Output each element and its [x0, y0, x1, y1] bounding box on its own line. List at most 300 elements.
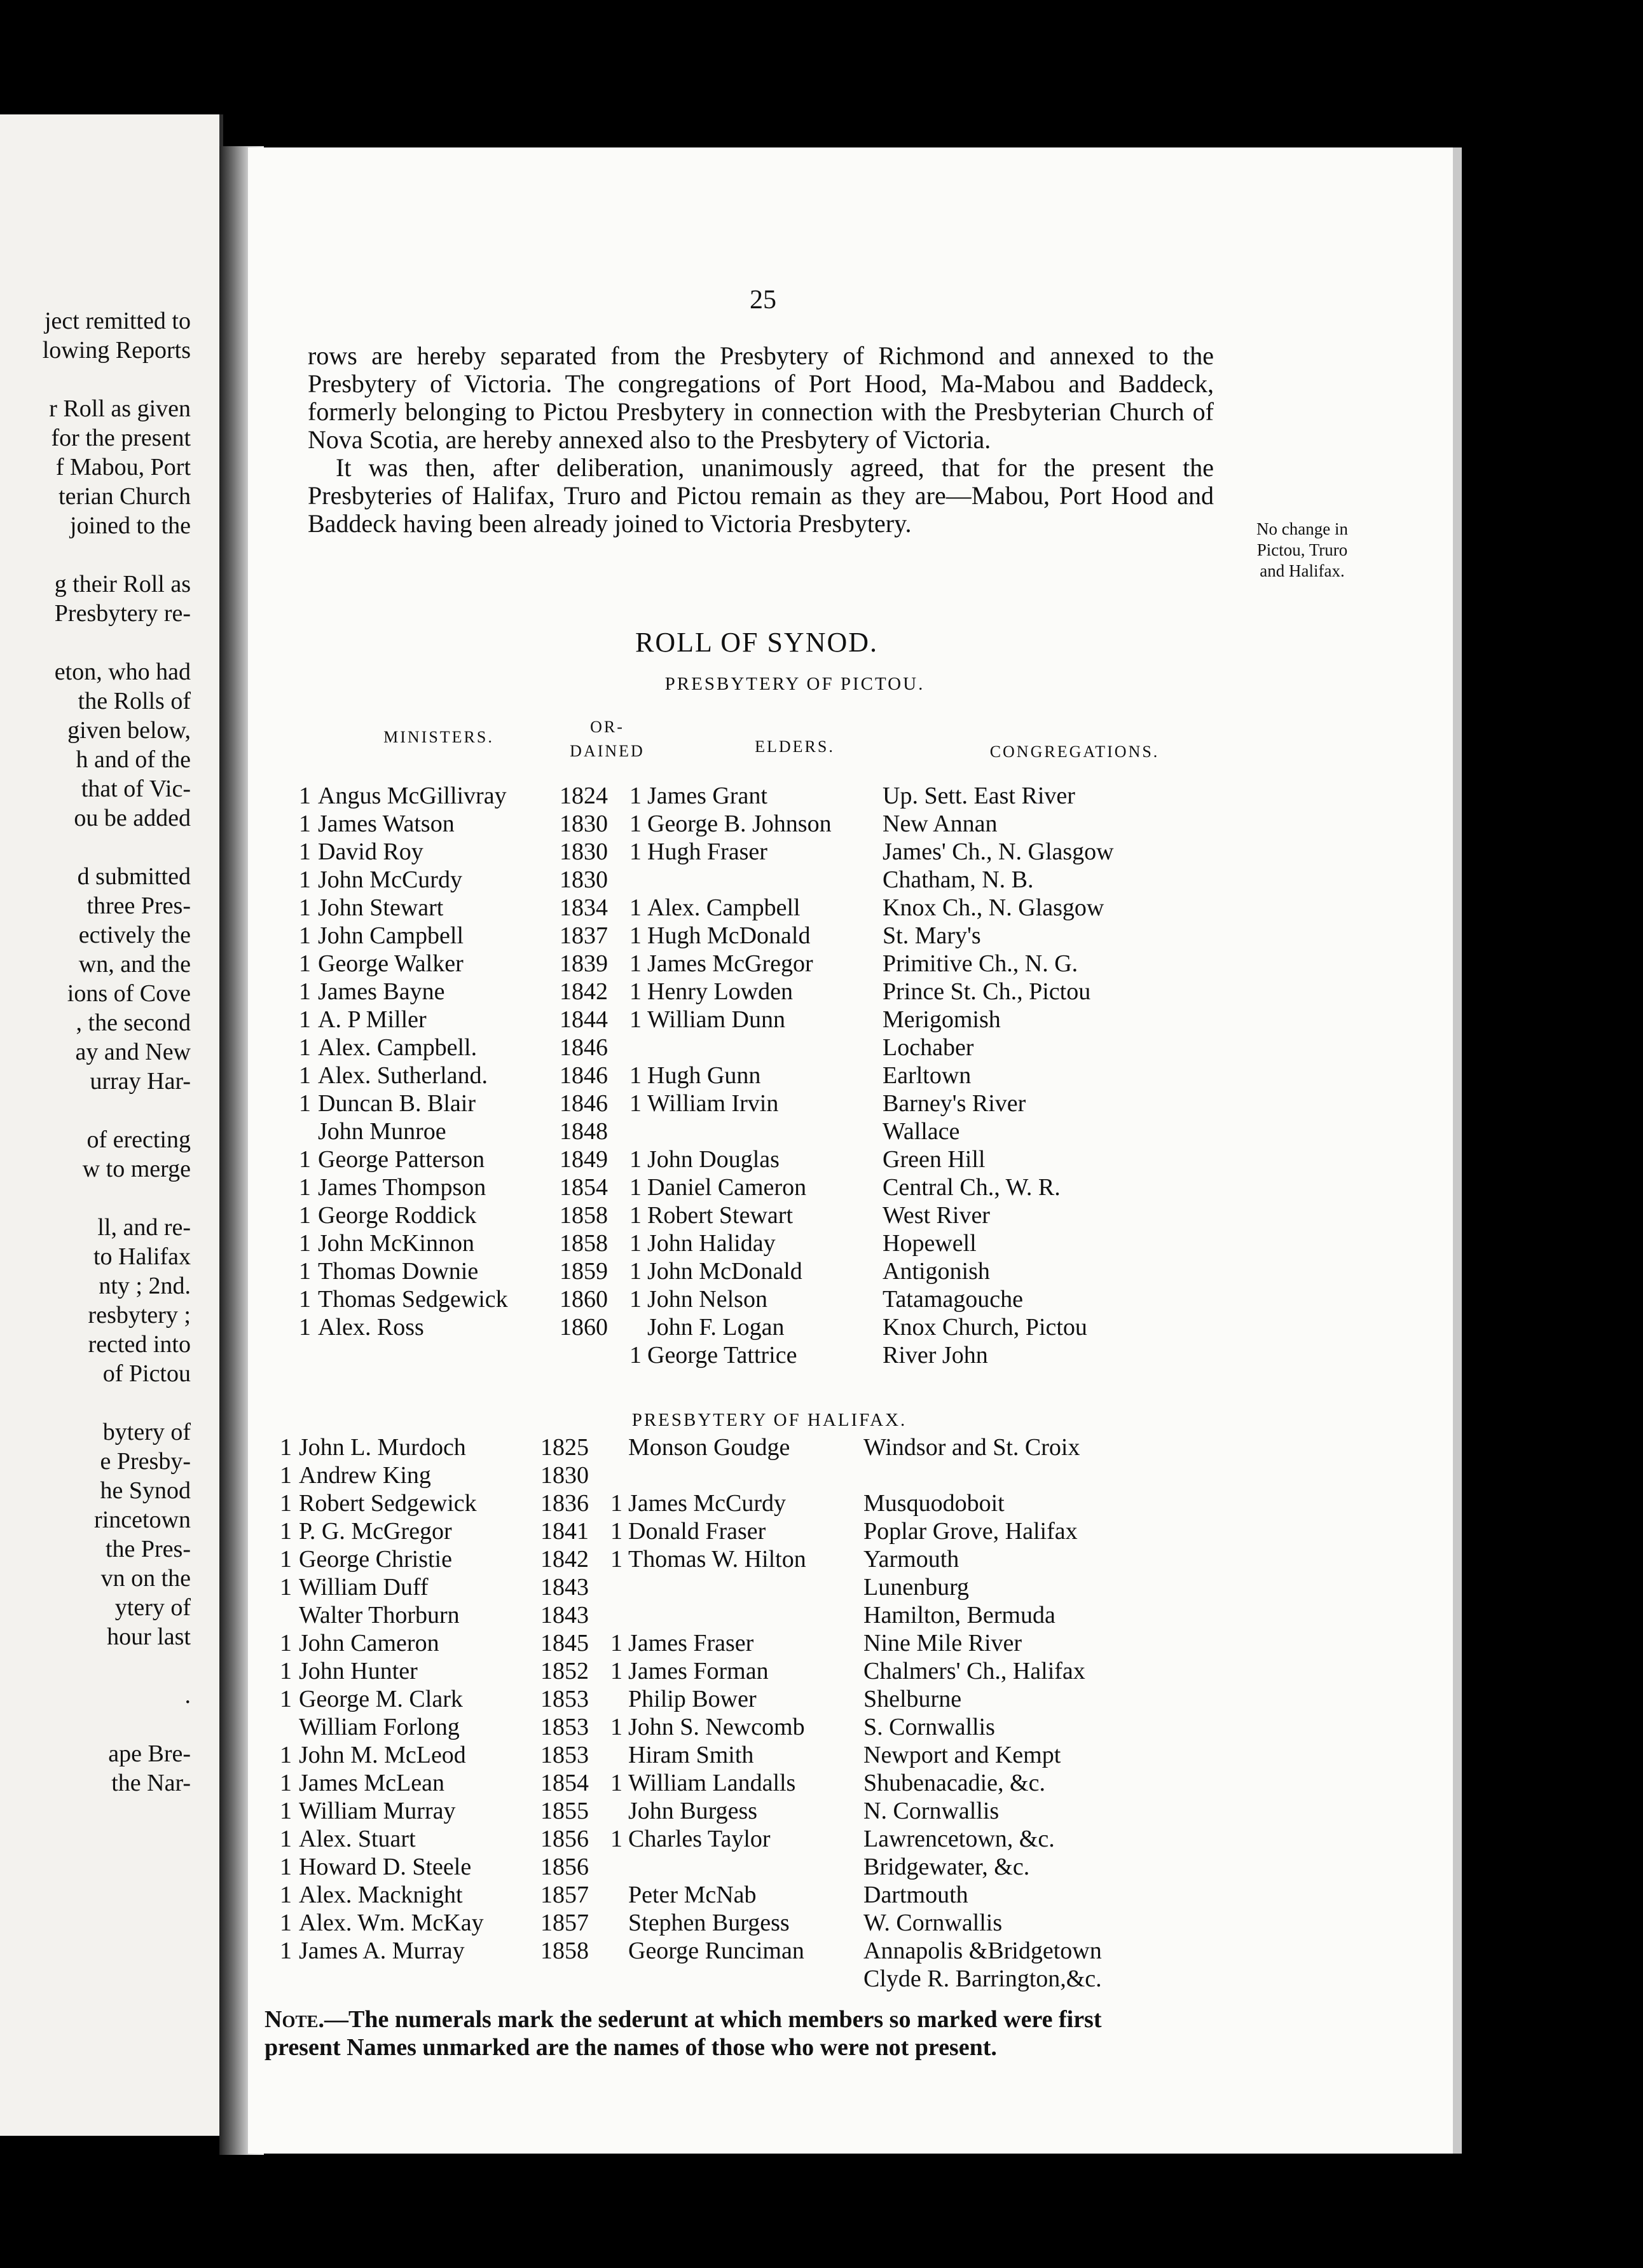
congregation-name: Merigomish — [883, 1006, 1001, 1033]
left-page-line: three Pres- — [86, 892, 191, 919]
left-page-line: d submitted — [77, 863, 191, 890]
minister-mark: 1 — [280, 1742, 292, 1768]
elder-name: John McDonald — [647, 1258, 802, 1285]
elder-mark: 1 — [610, 1826, 622, 1852]
table-row — [280, 1937, 1150, 1965]
ordained-year: 1858 — [560, 1202, 608, 1229]
minister-name: George Roddick — [318, 1202, 477, 1229]
minister-name: George Christie — [299, 1546, 452, 1573]
ordained-year: 1858 — [560, 1230, 608, 1257]
elder-name: Peter McNab — [628, 1882, 757, 1908]
elder-mark — [629, 1117, 647, 1145]
elder-mark — [610, 1433, 628, 1461]
congregation-name: W. Cornwallis — [863, 1909, 1003, 1936]
congregation-name: Knox Ch., N. Glasgow — [883, 894, 1104, 921]
presbytery-title-halifax: PRESBYTERY OF HALIFAX. — [631, 1410, 907, 1430]
elder-name: John Burgess — [628, 1798, 758, 1824]
table-row — [299, 922, 1169, 950]
elder-name: James Forman — [628, 1658, 769, 1684]
left-page-edge — [0, 114, 223, 2136]
congregation-name: St. Mary's — [883, 922, 981, 949]
elder-mark: 1 — [610, 1714, 622, 1740]
elder-mark — [610, 1685, 628, 1713]
ordained-year: 1846 — [560, 1062, 608, 1089]
minister-name: Alex. Stuart — [299, 1826, 416, 1852]
elder-mark: 1 — [629, 1174, 642, 1201]
table-row — [280, 1741, 1150, 1769]
left-page-line: r Roll as given — [49, 395, 191, 422]
minister-mark: 1 — [280, 1462, 292, 1489]
minister-name: Thomas Sedgewick — [318, 1286, 508, 1313]
table-row — [280, 1881, 1150, 1909]
presbytery-title-pictou: PRESBYTERY OF PICTOU. — [664, 674, 925, 694]
ordained-year: 1857 — [540, 1909, 589, 1936]
minister-name: William Murray — [299, 1798, 456, 1824]
minister-name: P. G. McGregor — [299, 1518, 452, 1545]
table-row — [299, 1201, 1169, 1229]
elder-mark: 1 — [629, 1146, 642, 1173]
elder-mark — [610, 1909, 628, 1937]
elder-name: William Irvin — [647, 1090, 779, 1117]
elder-mark: 1 — [629, 894, 642, 921]
minister-name: James Watson — [318, 810, 455, 837]
elder-mark — [610, 1965, 628, 1993]
minister-name: John Cameron — [299, 1630, 439, 1657]
ordained-year: 1830 — [560, 810, 608, 837]
column-header-ordained: OR- DAINED — [570, 718, 645, 760]
congregation-name: Barney's River — [883, 1090, 1026, 1117]
congregation-name: Prince St. Ch., Pictou — [883, 978, 1091, 1005]
ordained-year: 1830 — [560, 866, 608, 893]
ordained-year: 1854 — [560, 1174, 608, 1201]
minister-name: John Stewart — [318, 894, 444, 921]
left-page-line: ject remitted to — [44, 308, 191, 334]
ordained-year: 1852 — [540, 1658, 589, 1684]
margin-note-line: No change in — [1256, 519, 1348, 538]
minister-name: James McLean — [299, 1770, 444, 1796]
ordained-year: 1860 — [560, 1286, 608, 1313]
minister-name: Duncan B. Blair — [318, 1090, 476, 1117]
left-page-line: ectively the — [78, 922, 191, 948]
elder-name: Hugh Fraser — [647, 838, 767, 865]
ordained-year: 1842 — [540, 1546, 589, 1573]
left-page-line: that of Vic- — [81, 775, 191, 802]
table-row — [280, 1461, 1150, 1489]
congregation-name: Shubenacadie, &c. — [863, 1770, 1045, 1796]
elder-mark — [610, 1741, 628, 1769]
congregation-name: Newport and Kempt — [863, 1742, 1061, 1768]
minister-name: James Thompson — [318, 1174, 486, 1201]
table-row — [280, 1489, 1150, 1517]
table-row — [280, 1601, 1150, 1629]
congregation-name: Hopewell — [883, 1230, 977, 1257]
ordained-year: 1856 — [540, 1826, 589, 1852]
minister-mark: 1 — [299, 1230, 311, 1257]
left-page-line: ou be added — [74, 805, 191, 831]
minister-name: William Duff — [299, 1574, 429, 1601]
elder-mark: 1 — [629, 810, 642, 837]
table-row — [280, 1629, 1150, 1657]
left-page-line — [0, 1651, 191, 1681]
elder-name — [628, 1601, 863, 1629]
minister-mark — [299, 1341, 318, 1369]
column-header-congregations: CONGREGATIONS. — [989, 742, 1160, 761]
left-page-line: ions of Cove — [67, 980, 191, 1007]
minister-name: Alex. Wm. McKay — [299, 1909, 484, 1936]
ordained-year: 1836 — [540, 1490, 589, 1517]
table-row — [299, 838, 1169, 866]
elder-mark: 1 — [610, 1658, 622, 1684]
congregation-name: Knox Church, Pictou — [883, 1314, 1087, 1341]
congregation-name: Poplar Grove, Halifax — [863, 1518, 1078, 1545]
left-page-line: the Rolls of — [78, 688, 191, 714]
elder-mark: 1 — [629, 1062, 642, 1089]
elder-name: William Landalls — [628, 1770, 796, 1796]
left-page-line: ll, and re- — [97, 1214, 191, 1241]
minister-name — [299, 1965, 540, 1993]
left-page-line: to Halifax — [93, 1243, 191, 1270]
page-number: 25 — [750, 285, 776, 315]
minister-mark: 1 — [299, 866, 311, 893]
minister-name: John Campbell — [318, 922, 464, 949]
elder-mark — [629, 1034, 647, 1062]
congregation-name: Hamilton, Bermuda — [863, 1602, 1055, 1629]
left-page-line — [0, 1096, 191, 1125]
elder-name: James Grant — [647, 782, 767, 809]
table-row — [280, 1825, 1150, 1853]
congregation-name: Chalmers' Ch., Halifax — [863, 1658, 1085, 1684]
congregation-name: Bridgewater, &c. — [863, 1854, 1030, 1880]
congregation-name: Earltown — [883, 1062, 972, 1089]
minister-mark: 1 — [280, 1770, 292, 1796]
minister-name: Robert Sedgewick — [299, 1490, 477, 1517]
table-row — [280, 1433, 1150, 1461]
table-row — [299, 1034, 1169, 1062]
congregation-name: Yarmouth — [863, 1546, 959, 1573]
congregation-name: Wallace — [883, 1118, 960, 1145]
minister-mark: 1 — [299, 838, 311, 865]
minister-name: John McCurdy — [318, 866, 462, 893]
halifax-roll-table — [280, 1433, 1150, 1993]
minister-name: Walter Thorburn — [299, 1602, 460, 1629]
table-row — [280, 1853, 1150, 1881]
minister-mark: 1 — [280, 1434, 292, 1461]
table-row — [280, 1713, 1150, 1741]
ordained-year: 1839 — [560, 950, 608, 977]
roll-title: ROLL OF SYNOD. — [635, 627, 879, 658]
page-edge — [1453, 147, 1462, 2154]
left-page-line — [0, 365, 191, 394]
congregation-name: S. Cornwallis — [863, 1714, 995, 1740]
table-row — [280, 1769, 1150, 1797]
ordained-year: 1830 — [540, 1462, 589, 1489]
ordained-year — [560, 1341, 629, 1369]
minister-mark: 1 — [280, 1546, 292, 1573]
left-page-text — [0, 306, 191, 1798]
minister-name: Alex. Macknight — [299, 1882, 463, 1908]
congregation-name: Clyde R. Barrington,&c. — [863, 1965, 1102, 1992]
elder-mark: 1 — [610, 1546, 622, 1573]
congregation-name: Windsor and St. Croix — [863, 1434, 1080, 1461]
elder-name: James McGregor — [647, 950, 813, 977]
elder-name: Robert Stewart — [647, 1202, 794, 1229]
table-row — [299, 1173, 1169, 1201]
elder-name: Philip Bower — [628, 1686, 757, 1712]
footnote-label: Note. — [265, 2006, 324, 2033]
minister-mark: 1 — [299, 1146, 311, 1173]
minister-name: David Roy — [318, 838, 423, 865]
elder-name — [647, 1034, 883, 1062]
left-page-line: urray Har- — [90, 1068, 191, 1095]
minister-mark: 1 — [299, 1174, 311, 1201]
congregation-name: Annapolis &Bridgetown — [863, 1937, 1102, 1964]
elder-mark: 1 — [629, 782, 642, 809]
elder-name — [628, 1965, 863, 1993]
minister-name: John M. McLeod — [299, 1742, 466, 1768]
minister-mark: 1 — [299, 1006, 311, 1033]
minister-name: Alex. Ross — [318, 1314, 424, 1341]
left-page-line: resbytery ; — [88, 1302, 191, 1329]
left-page-line: terian Church — [58, 483, 191, 510]
minister-mark: 1 — [299, 1314, 311, 1341]
congregation-name: James' Ch., N. Glasgow — [883, 838, 1114, 865]
minister-mark: 1 — [280, 1798, 292, 1824]
intro-text — [308, 342, 1214, 538]
minister-name: Andrew King — [299, 1462, 431, 1489]
ordained-year: 1855 — [540, 1798, 589, 1824]
table-row — [299, 810, 1169, 838]
ordained-year: 1859 — [560, 1258, 608, 1285]
elder-name — [628, 1853, 863, 1881]
margin-note — [1220, 519, 1385, 582]
elder-name: James McCurdy — [628, 1490, 787, 1517]
minister-name: George M. Clark — [299, 1686, 463, 1712]
column-header-ministers: MINISTERS. — [383, 728, 494, 746]
congregation-name: Central Ch., W. R. — [883, 1174, 1061, 1201]
elder-mark: 1 — [610, 1770, 622, 1796]
minister-mark: 1 — [299, 1062, 311, 1089]
ordained-year: 1824 — [560, 782, 608, 809]
left-page-line: for the present — [51, 425, 191, 451]
congregation-name: Dartmouth — [863, 1882, 968, 1908]
left-page-line: hour last — [107, 1623, 191, 1650]
elder-name: James Fraser — [628, 1630, 754, 1657]
elder-name: George Tattrice — [647, 1342, 797, 1369]
congregation-name: Antigonish — [883, 1258, 990, 1285]
minister-mark: 1 — [280, 1518, 292, 1545]
minister-mark — [280, 1713, 299, 1741]
table-row — [280, 1517, 1150, 1545]
minister-mark: 1 — [299, 1090, 311, 1117]
table-row — [299, 1117, 1169, 1145]
elder-name: Alex. Campbell — [647, 894, 801, 921]
minister-name: Howard D. Steele — [299, 1854, 472, 1880]
minister-name: John L. Murdoch — [299, 1434, 466, 1461]
table-row — [299, 1313, 1169, 1341]
congregation-name: Nine Mile River — [863, 1630, 1022, 1657]
table-row — [280, 1909, 1150, 1937]
elder-mark: 1 — [629, 1006, 642, 1033]
minister-mark: 1 — [299, 978, 311, 1005]
left-page-line: ay and New — [75, 1039, 191, 1065]
elder-mark: 1 — [629, 1342, 642, 1369]
elder-name: Henry Lowden — [647, 978, 793, 1005]
minister-name: George Walker — [318, 950, 464, 977]
left-page-line: e Presby- — [100, 1448, 191, 1475]
elder-name — [647, 1117, 883, 1145]
congregation-name: Up. Sett. East River — [883, 782, 1075, 809]
minister-mark: 1 — [280, 1686, 292, 1712]
elder-name: George B. Johnson — [647, 810, 832, 837]
elder-name: John S. Newcomb — [628, 1714, 805, 1740]
elder-name: Hugh McDonald — [647, 922, 811, 949]
table-row — [299, 1145, 1169, 1173]
left-page-line: g their Roll as — [54, 571, 191, 598]
table-row — [299, 782, 1169, 810]
minister-mark: 1 — [299, 810, 311, 837]
table-row — [299, 1285, 1169, 1313]
left-page-line: ytery of — [114, 1594, 191, 1621]
minister-mark — [299, 1117, 318, 1145]
footnote — [265, 2005, 1180, 2061]
minister-mark: 1 — [299, 1286, 311, 1313]
minister-name: John Munroe — [318, 1118, 446, 1145]
ordained-year: 1858 — [540, 1937, 589, 1964]
left-page-line — [0, 1184, 191, 1213]
ordained-year: 1849 — [560, 1146, 608, 1173]
elder-name: Stephen Burgess — [628, 1909, 790, 1936]
minister-name: Alex. Sutherland. — [318, 1062, 488, 1089]
left-page-line: wn, and the — [78, 951, 191, 978]
left-page-line: eton, who had — [54, 659, 191, 685]
left-page-line — [0, 833, 191, 862]
elder-name: Hugh Gunn — [647, 1062, 761, 1089]
left-page-line: he Synod — [100, 1477, 191, 1504]
minister-mark: 1 — [299, 894, 311, 921]
ordained-year — [540, 1965, 610, 1993]
margin-note-line: Pictou, Truro — [1256, 540, 1348, 559]
elder-mark — [610, 1601, 628, 1629]
elder-name: Thomas W. Hilton — [628, 1546, 806, 1573]
elder-mark: 1 — [629, 922, 642, 949]
minister-name — [318, 1341, 560, 1369]
elder-name: Hiram Smith — [628, 1742, 754, 1768]
table-row — [299, 894, 1169, 922]
minister-mark: 1 — [280, 1937, 292, 1964]
ordained-year: 1843 — [540, 1602, 589, 1629]
elder-name — [628, 1573, 863, 1601]
minister-mark — [280, 1601, 299, 1629]
elder-mark: 1 — [629, 950, 642, 977]
elder-mark: 1 — [629, 1230, 642, 1257]
ordained-year: 1845 — [540, 1630, 589, 1657]
minister-mark: 1 — [280, 1490, 292, 1517]
congregation-name: Green Hill — [883, 1146, 986, 1173]
congregation-name: Tatamagouche — [883, 1286, 1024, 1313]
left-page-line: f Mabou, Port — [55, 454, 191, 481]
elder-mark — [629, 866, 647, 894]
minister-mark: 1 — [280, 1658, 292, 1684]
minister-mark: 1 — [280, 1630, 292, 1657]
ordained-year: 1844 — [560, 1006, 608, 1033]
ordained-year: 1860 — [560, 1314, 608, 1341]
elder-name: John F. Logan — [647, 1314, 785, 1341]
minister-mark: 1 — [299, 1034, 311, 1061]
minister-name: A. P Miller — [318, 1006, 427, 1033]
elder-mark: 1 — [610, 1630, 622, 1657]
congregation-name: River John — [883, 1342, 988, 1369]
left-page-line: bytery of — [102, 1419, 191, 1445]
intro-paragraph: rows are hereby separated from the Presbytery of Richmond and annexed to the Presbytery of Victoria. The congregations of Port Hood, Ma-Mabou and Baddeck, formerly belonging to Pictou Presbytery in connection with the Presbyterian Church of Nova Scotia, are hereby annexed also to the Presbytery of Victoria. — [308, 341, 1214, 454]
intro-paragraph: It was then, after deliberation, unanimously agreed, that for the present the Presbyteries of Halifax, Truro and Pictou remain as they are—Mabou, Port Hood and Baddeck having been already joined to Victoria Presbytery. — [308, 453, 1214, 538]
table-row — [299, 1229, 1169, 1257]
minister-mark — [280, 1965, 299, 1993]
table-row — [299, 1062, 1169, 1090]
pictou-roll-table — [299, 782, 1169, 1369]
congregation-name — [863, 1461, 1150, 1489]
left-page-line — [0, 628, 191, 657]
minister-mark: 1 — [280, 1909, 292, 1936]
congregation-name: Chatham, N. B. — [883, 866, 1034, 893]
left-page-line: of Pictou — [102, 1360, 191, 1387]
left-page-line: vn on the — [100, 1565, 191, 1592]
minister-name: James A. Murray — [299, 1937, 465, 1964]
ordained-year: 1846 — [560, 1034, 608, 1061]
column-header-elders: ELDERS. — [755, 737, 835, 756]
congregation-name: Musquodoboit — [863, 1490, 1005, 1517]
table-row — [299, 950, 1169, 978]
table-row — [280, 1573, 1150, 1601]
ordained-year: 1856 — [540, 1854, 589, 1880]
left-page-line: joined to the — [70, 512, 191, 539]
table-row — [280, 1657, 1150, 1685]
ordained-year: 1837 — [560, 922, 608, 949]
congregation-name: Lawrencetown, &c. — [863, 1826, 1055, 1852]
ordained-year: 1834 — [560, 894, 608, 921]
left-page-line: , the second — [76, 1009, 191, 1036]
minister-mark: 1 — [280, 1574, 292, 1601]
elder-mark — [610, 1937, 628, 1965]
minister-mark: 1 — [299, 922, 311, 949]
left-page-line — [0, 540, 191, 570]
table-row — [280, 1965, 1150, 1993]
ordained-year: 1854 — [540, 1770, 589, 1796]
table-row — [299, 1341, 1169, 1369]
minister-name: William Forlong — [299, 1714, 460, 1740]
ordained-year: 1825 — [540, 1434, 589, 1461]
elder-mark — [610, 1797, 628, 1825]
left-page-line: . — [184, 1682, 191, 1709]
table-row — [299, 866, 1169, 894]
minister-mark: 1 — [299, 782, 311, 809]
congregation-name: N. Cornwallis — [863, 1798, 1000, 1824]
minister-mark: 1 — [299, 1202, 311, 1229]
elder-name: John Haliday — [647, 1230, 776, 1257]
ordained-year: 1853 — [540, 1686, 589, 1712]
elder-name: George Runciman — [628, 1937, 804, 1964]
left-page-line: given below, — [67, 717, 191, 744]
ordained-year: 1853 — [540, 1742, 589, 1768]
elder-mark: 1 — [629, 838, 642, 865]
left-page-line: rected into — [88, 1331, 191, 1358]
elder-name: Charles Taylor — [628, 1826, 771, 1852]
congregation-name: Lochaber — [883, 1034, 974, 1061]
minister-mark: 1 — [280, 1854, 292, 1880]
left-page-line: w to merge — [82, 1156, 191, 1182]
table-row — [280, 1797, 1150, 1825]
minister-name: John Hunter — [299, 1658, 418, 1684]
minister-name: Thomas Downie — [318, 1258, 479, 1285]
